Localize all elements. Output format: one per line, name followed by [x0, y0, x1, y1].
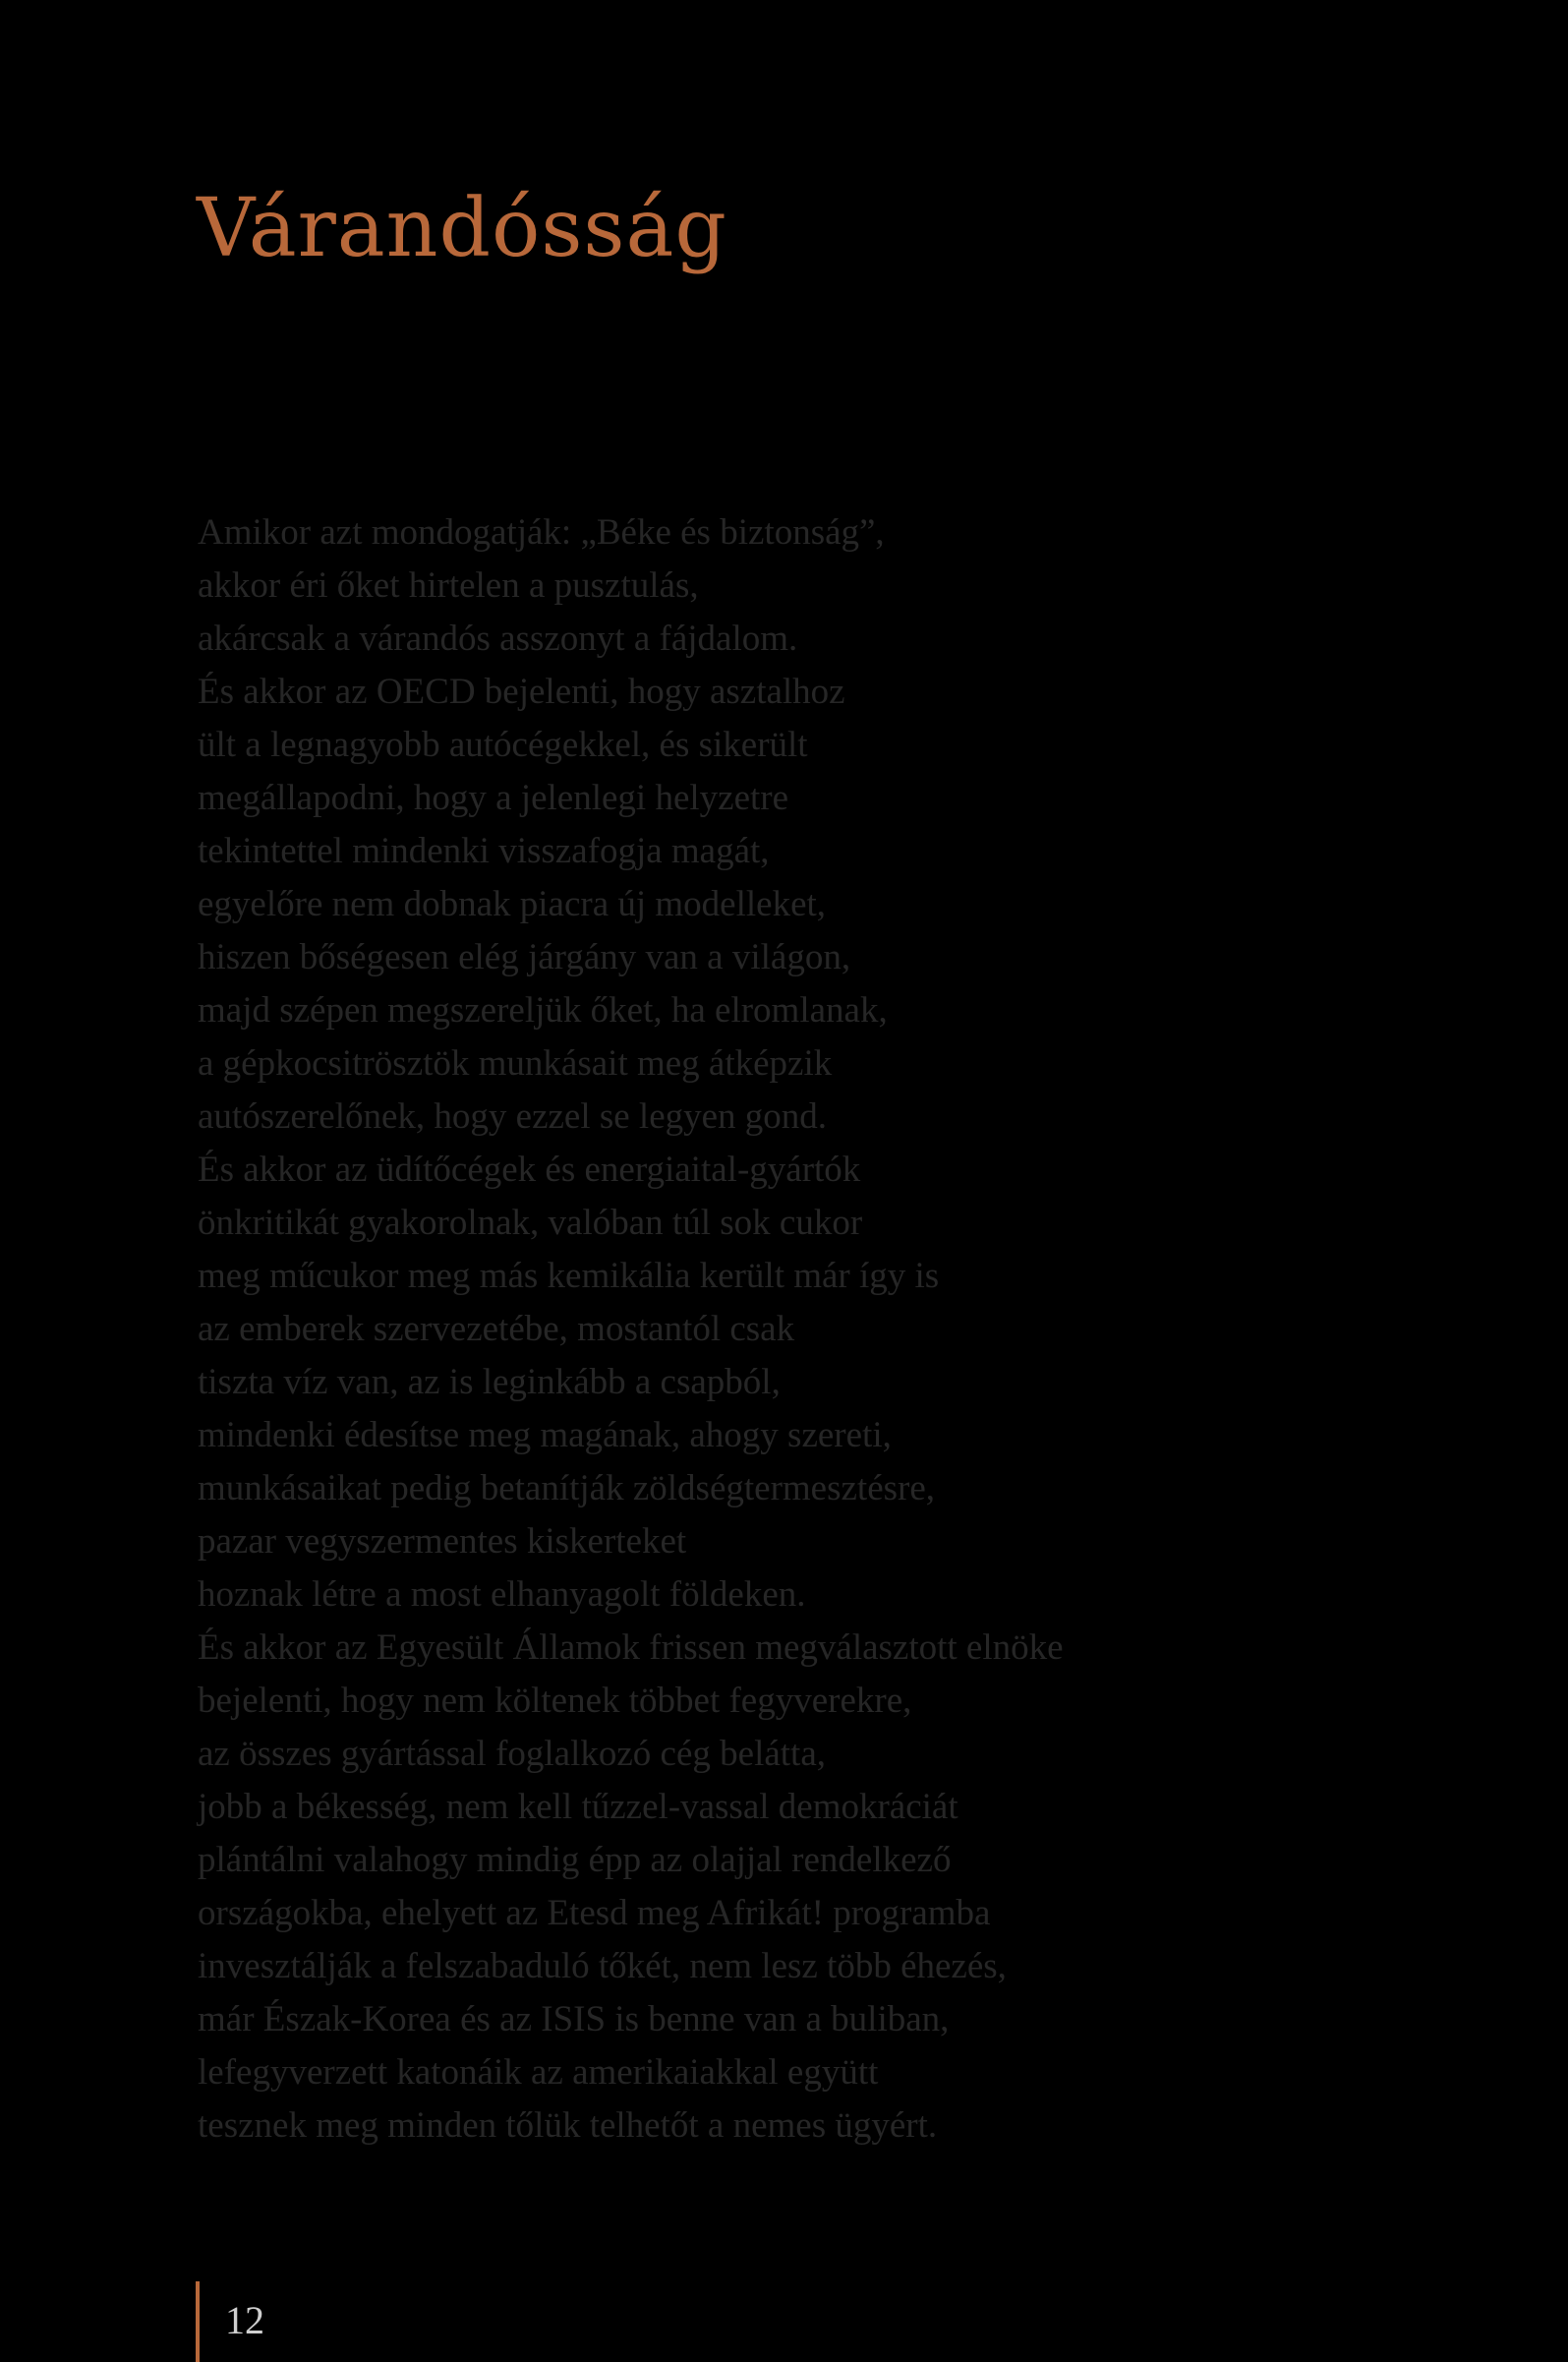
poem-line: meg műcukor meg más kemikália került már így is: [198, 1256, 940, 1296]
poem-line: országokba, ehelyett az Etesd meg Afrikát! programba: [198, 1893, 991, 1933]
poem-line: már Észak-Korea és az ISIS is benne van a buliban,: [198, 1999, 950, 2039]
poem-line: plántálni valahogy mindig épp az olajjal rendelkező: [198, 1840, 952, 1880]
poem-line: tesznek meg minden tőlük telhetőt a nemes ügyért.: [198, 2105, 938, 2146]
poem-line: az emberek szervezetébe, mostantól csak: [198, 1309, 795, 1349]
poem-line: pazar vegyszermentes kiskerteket: [198, 1521, 687, 1562]
poem-line: megállapodni, hogy a jelenlegi helyzetre: [198, 778, 789, 818]
poem-line: tiszta víz van, az is leginkább a csapból,: [198, 1362, 781, 1402]
poem-body: [198, 506, 1495, 2153]
poem-line: jobb a békesség, nem kell tűzzel-vassal demokráciát: [198, 1787, 958, 1827]
poem-line: hiszen bőségesen elég járgány van a világon,: [198, 937, 851, 977]
poem-line: munkásaikat pedig betanítják zöldségtermesztésre,: [198, 1468, 936, 1508]
poem-line: majd szépen megszereljük őket, ha elromlanak,: [198, 990, 888, 1031]
poem-line: És akkor az OECD bejelenti, hogy asztalhoz: [198, 672, 845, 712]
poem-line: Amikor azt mondogatják: „Béke és biztonság”,: [198, 512, 885, 553]
poem-line: egyelőre nem dobnak piacra új modelleket,: [198, 884, 827, 924]
poem-line: lefegyverzett katonáik az amerikaiakkal együtt: [198, 2052, 879, 2093]
page-footer: [196, 2281, 264, 2362]
page-number-rule: [196, 2281, 200, 2362]
poem-line: önkritikát gyakorolnak, valóban túl sok cukor: [198, 1203, 863, 1243]
poem-line: invesztálják a felszabaduló tőkét, nem lesz több éhezés,: [198, 1946, 1007, 1986]
poem-line: bejelenti, hogy nem költenek többet fegyverekre,: [198, 1681, 912, 1721]
page-number: 12: [225, 2298, 264, 2342]
poem-line: akárcsak a várandós asszonyt a fájdalom.: [198, 619, 798, 659]
poem-line: tekintettel mindenki visszafogja magát,: [198, 831, 770, 871]
poem-line: És akkor az Egyesült Államok frissen megválasztott elnöke: [198, 1627, 1064, 1668]
poem-line: És akkor az üdítőcégek és energiaital-gyártók: [198, 1150, 861, 1190]
poem-line: az összes gyártással foglalkozó cég belátta,: [198, 1734, 827, 1774]
poem-line: mindenki édesítse meg magának, ahogy szereti,: [198, 1415, 892, 1455]
poem-line: akkor éri őket hirtelen a pusztulás,: [198, 565, 699, 606]
poem-title: Várandósság: [197, 182, 727, 275]
poem-line: ült a legnagyobb autócégekkel, és sikerült: [198, 725, 808, 765]
poem-line: autószerelőnek, hogy ezzel se legyen gond.: [198, 1096, 828, 1137]
poem-line: hoznak létre a most elhanyagolt földeken.: [198, 1574, 806, 1615]
poem-line: a gépkocsitrösztök munkásait meg átképzik: [198, 1043, 833, 1084]
